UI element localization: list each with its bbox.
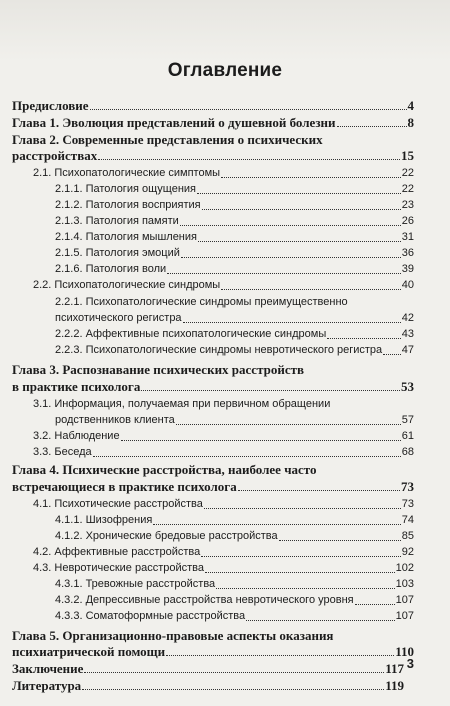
toc-entry-2-2-1[interactable]: психотического регистра 42	[55, 312, 414, 324]
toc-entry-2-2-3[interactable]: 2.2.3. Психопатологические синдромы невротического регистра 47	[55, 344, 414, 356]
toc-entry-chapter-5[interactable]: психиатрической помощи 110	[12, 644, 414, 659]
toc-entry-4-2[interactable]: 4.2. Аффективные расстройства 92	[33, 546, 414, 558]
toc-entry-chapter-5-line1[interactable]: Глава 5. Организационно-правовые аспекты оказания	[12, 628, 334, 643]
toc-entry-4-3-1[interactable]: 4.3.1. Тревожные расстройства 103	[55, 578, 414, 590]
toc-entry-conclusion[interactable]: Заключение 117	[12, 661, 404, 676]
toc-entry-3-1[interactable]: родственников клиента 57	[55, 414, 414, 426]
toc-entry-4-1[interactable]: 4.1. Психотические расстройства 73	[33, 498, 414, 510]
toc-entry-2-1-6[interactable]: 2.1.6. Патология воли 39	[55, 263, 414, 275]
toc-entry-chapter-1[interactable]: Глава 1. Эволюция представлений о душевной болезни 8	[12, 115, 414, 130]
toc-entry-2-2[interactable]: 2.2. Психопатологические синдромы 40	[33, 279, 414, 291]
toc-entry-3-3[interactable]: 3.3. Беседа 68	[33, 446, 414, 458]
toc-entry-chapter-4[interactable]: встречающиеся в практике психолога 73	[12, 479, 414, 494]
toc-entry-2-1-3[interactable]: 2.1.3. Патология памяти 26	[55, 215, 414, 227]
toc-entry-preface[interactable]: Предисловие 4	[12, 98, 414, 113]
toc-entry-4-3-3[interactable]: 4.3.3. Соматоформные расстройства 107	[55, 610, 414, 622]
toc-entry-3-1-line1[interactable]: 3.1. Информация, получаемая при первичном обращении	[33, 398, 331, 410]
toc-entry-4-3[interactable]: 4.3. Невротические расстройства 102	[33, 562, 414, 574]
toc-entry-2-1-4[interactable]: 2.1.4. Патология мышления 31	[55, 231, 414, 243]
toc-entry-2-2-1-line1[interactable]: 2.2.1. Психопатологические синдромы преимущественно	[55, 296, 348, 308]
toc-entry-chapter-2[interactable]: расстройствах 15	[12, 148, 414, 163]
toc-entry-2-2-2[interactable]: 2.2.2. Аффективные психопатологические синдромы 43	[55, 328, 414, 340]
toc-entry-chapter-3-line1[interactable]: Глава 3. Распознавание психических расстройств	[12, 362, 305, 377]
toc-entry-4-3-2[interactable]: 4.3.2. Депрессивные расстройства невротического уровня 107	[55, 594, 414, 606]
toc-entry-chapter-2-line1[interactable]: Глава 2. Современные представления о психических	[12, 132, 323, 147]
toc-entry-2-1-5[interactable]: 2.1.5. Патология эмоций 36	[55, 247, 414, 259]
toc-entry-4-1-2[interactable]: 4.1.2. Хронические бредовые расстройства 85	[55, 530, 414, 542]
toc-entry-2-1-1[interactable]: 2.1.1. Патология ощущения 22	[55, 183, 414, 195]
page-number: 3	[406, 656, 414, 671]
page-title: Оглавление	[167, 60, 283, 81]
toc-entry-chapter-4-line1[interactable]: Глава 4. Психические расстройства, наиболее часто	[12, 462, 317, 477]
toc-entry-literature[interactable]: Литература 119	[12, 678, 404, 693]
toc-entry-2-1[interactable]: 2.1. Психопатологические симптомы 22	[33, 167, 414, 179]
toc-entry-4-1-1[interactable]: 4.1.1. Шизофрения 74	[55, 514, 414, 526]
toc-entry-2-1-2[interactable]: 2.1.2. Патология восприятия 23	[55, 199, 414, 211]
toc-entry-3-2[interactable]: 3.2. Наблюдение 61	[33, 430, 414, 442]
toc-entry-chapter-3[interactable]: в практике психолога 53	[12, 379, 414, 394]
